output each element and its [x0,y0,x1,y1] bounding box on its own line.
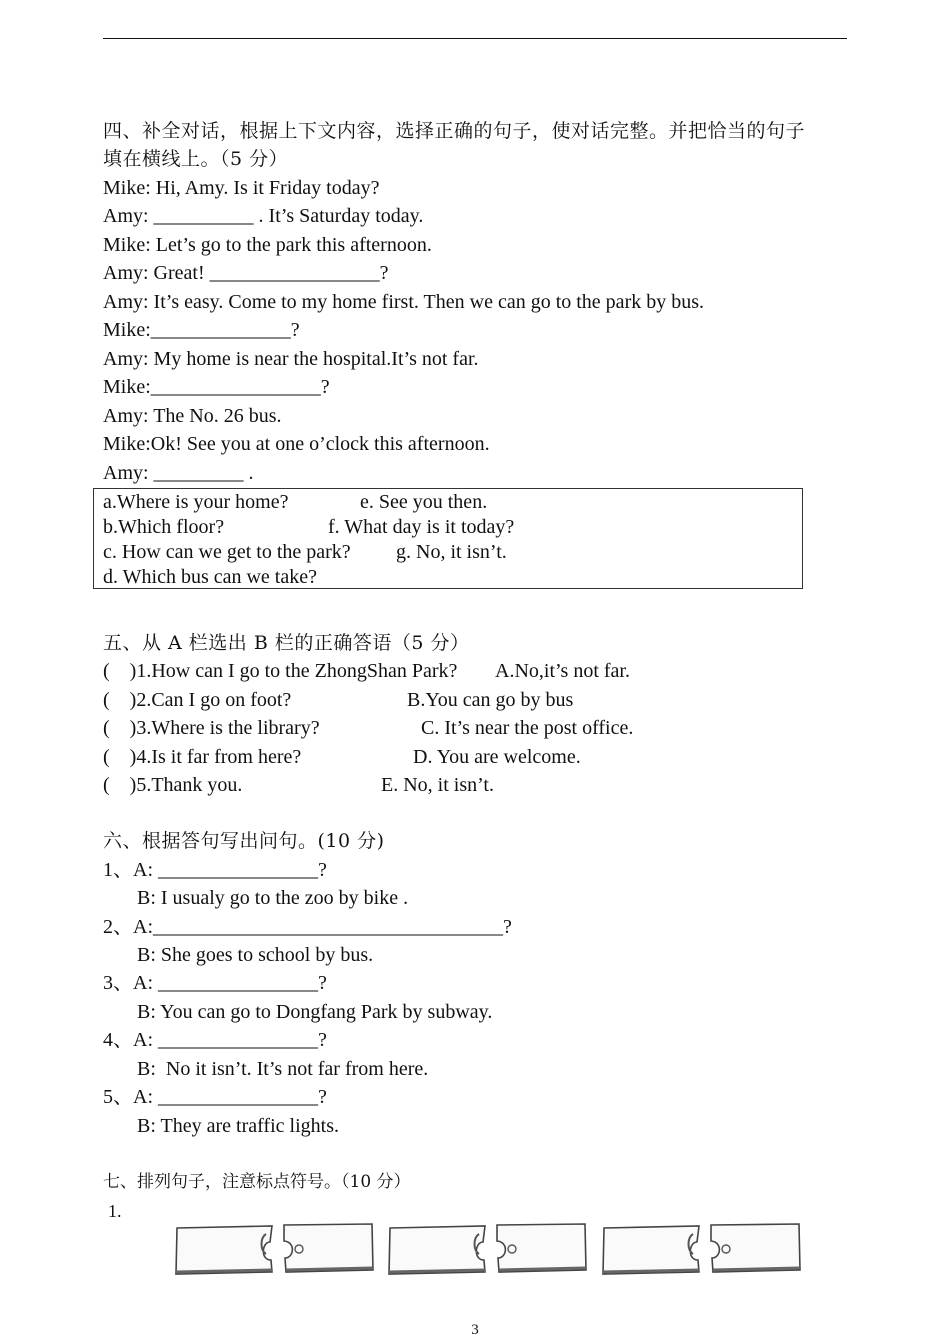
section4-title-line2: 填在横线上。（5 分） [103,148,289,170]
dialogue-line: Amy: My home is near the hospital.It’s not far. [103,348,479,370]
match-question: ( )1.How can I go to the ZhongShan Park? [103,660,458,682]
puzzle-piece-graphic [601,1222,801,1276]
question-prompt: 2、A:___________________________________? [103,916,512,938]
options-box [93,488,803,589]
match-answer: B.You can go by bus [407,689,574,711]
option-g: g. No, it isn’t. [396,541,507,563]
question-prompt: 3、A: ________________? [103,972,327,994]
question-prompt: 1、A: ________________? [103,859,327,881]
option-b: b.Which floor? [103,516,225,538]
dialogue-line: Mike:_________________? [103,376,330,398]
dialogue-line: Amy: __________ . It’s Saturday today. [103,205,424,227]
dialogue-line: Mike: Hi, Amy. Is it Friday today? [103,177,380,199]
answer-sentence: B: You can go to Dongfang Park by subway. [137,1001,493,1023]
question-prompt: 4、A: ________________? [103,1029,327,1051]
dialogue-line: Amy: Great! _________________? [103,262,389,284]
match-answer: D. You are welcome. [413,746,581,768]
question-prompt: 5、A: ________________? [103,1086,327,1108]
section7-title: 七、排列句子，注意标点符号。（10 分） [103,1172,411,1192]
option-c: c. How can we get to the park? [103,541,351,563]
header-rule [103,38,847,39]
page-number: 3 [471,1322,479,1338]
puzzle-piece-graphic [174,1222,374,1276]
option-a: a.Where is your home? [103,491,289,513]
answer-sentence: B: She goes to school by bus. [137,944,374,966]
match-question: ( )3.Where is the library? [103,717,320,739]
dialogue-line: Amy: It’s easy. Come to my home first. Then we can go to the park by bus. [103,291,705,313]
dialogue-line: Amy: _________ . [103,462,254,484]
option-e: e. See you then. [360,491,488,513]
match-answer: E. No, it isn’t. [381,774,494,796]
puzzle-piece-graphic [387,1222,587,1276]
section4-title-line1: 四、补全对话，根据上下文内容，选择正确的句子，使对话完整。并把恰当的句子 [103,120,806,142]
section7-item-number: 1. [108,1201,122,1221]
dialogue-line: Mike:Ok! See you at one o’clock this afternoon. [103,433,490,455]
dialogue-line: Amy: The No. 26 bus. [103,405,282,427]
dialogue-line: Mike:______________? [103,319,300,341]
option-f: f. What day is it today? [328,516,515,538]
dialogue-line: Mike: Let’s go to the park this afternoon. [103,234,432,256]
option-d: d. Which bus can we take? [103,566,317,588]
section5-title: 五、从 A 栏选出 B 栏的正确答语（5 分） [103,632,470,654]
answer-sentence: B: They are traffic lights. [137,1115,339,1137]
section6-title: 六、根据答句写出问句。(10 分) [103,830,385,852]
match-question: ( )4.Is it far from here? [103,746,302,768]
match-question: ( )2.Can I go on foot? [103,689,292,711]
match-answer: C. It’s near the post office. [421,717,634,739]
match-question: ( )5.Thank you. [103,774,243,796]
answer-sentence: B: I usualy go to the zoo by bike . [137,887,409,909]
match-answer: A.No,it’s not far. [495,660,630,682]
answer-sentence: B: No it isn’t. It’s not far from here. [137,1058,429,1080]
